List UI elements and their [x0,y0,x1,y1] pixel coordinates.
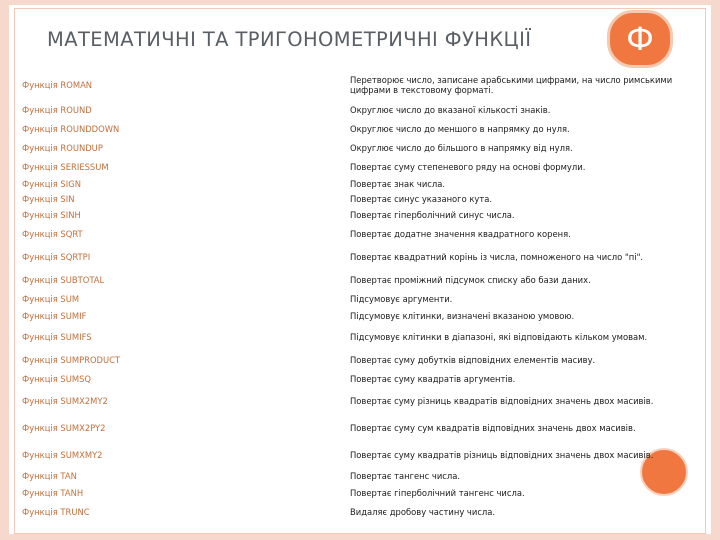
table-row [19,138,684,158]
functions-table [19,70,684,522]
table-row [19,350,684,370]
function-name: Функція SUMX2PY2 [22,422,106,433]
table-row [19,269,684,290]
table-row [19,468,684,484]
function-description: Перетворює число, записане арабськими цифрами, на число римськими цифрами в текстовому форматі. [350,75,673,95]
function-description: Повертає гіперболічний синус числа. [350,210,515,220]
badge [607,10,673,68]
function-name: Функція SUBTOTAL [22,274,105,285]
table-row [19,158,684,176]
function-description: Повертає додатне значення квадратного кореня. [350,229,571,239]
function-name: Функція TRUNC [22,506,90,517]
function-name: Функція SUMPRODUCT [22,355,121,365]
function-description: Підсумовує клітинки в діапазоні, які відповідають кільком умовам. [350,332,648,342]
function-name: Функція ROUND [22,105,92,115]
table-row [19,206,684,224]
table-row [19,70,684,100]
function-name: Функція TAN [22,471,77,481]
function-description: Повертає тангенс числа. [350,471,461,481]
function-name: Функція SUMX2MY2 [22,395,108,406]
function-name: Функція ROMAN [22,80,93,90]
function-description: Округлює число до меншого в напрямку до нуля. [350,124,570,134]
functions-table-body [19,70,684,522]
function-description: Підсумовує аргументи. [350,293,453,304]
function-name: Функція SUMIFS [22,332,92,342]
table-row [19,484,684,501]
function-name: Функція SUMSQ [22,373,92,384]
function-description: Повертає суму квадратів різниць відповідних значень двох масивів. [350,449,654,460]
table-row [19,244,684,269]
function-description: Повертає суму сум квадратів відповідних значень двох масивів. [350,422,636,433]
table-row [19,224,684,244]
function-description: Округлює число до більшого в напрямку від нуля. [350,143,573,153]
function-name: Функція SIGN [22,178,81,189]
page-title: МАТЕМАТИЧНІ ТА ТРИГОНОМЕТРИЧНІ ФУНКЦІЇ [47,28,532,51]
function-name: Функція SQRTPI [22,251,91,262]
function-name: Функція ROUNDDOWN [22,124,120,134]
function-name: Функція SUM [22,293,80,304]
function-description: Повертає синус указаного кута. [350,193,493,204]
table-row [19,387,684,414]
table-row [19,290,684,307]
function-name: Функція SUMIF [22,310,87,321]
badge-letter: Ф [626,20,654,58]
table-row [19,176,684,191]
function-description: Повертає суму квадратів аргументів. [350,373,516,384]
function-description: Підсумовує клітинки, визначені вказаною умовою. [350,310,575,321]
function-description: Повертає гіперболічний тангенс числа. [350,487,525,498]
table-row [19,100,684,120]
table-row [19,501,684,522]
table-row [19,307,684,324]
function-description: Повертає суму добутків відповідних елементів масиву. [350,355,596,365]
function-name: Функція SINH [22,210,81,220]
frame-right [711,0,720,540]
frame-top [0,0,720,5]
frame-left [0,0,9,540]
table-row [19,191,684,206]
table-row [19,414,684,441]
function-description: Округлює число до вказаної кількості знаків. [350,105,551,115]
function-description: Повертає знак числа. [350,178,446,189]
function-name: Функція TANH [22,487,84,498]
function-description: Видаляє дробову частину числа. [350,506,496,517]
function-name: Функція SIN [22,193,75,204]
function-name: Функція ROUNDUP [22,143,103,153]
function-name: Функція SERIESSUM [22,162,109,172]
frame-bottom [0,534,720,540]
function-description: Повертає квадратний корінь із числа, помноженого на число "пі". [350,251,644,262]
table-row [19,370,684,387]
function-description: Повертає проміжний підсумок списку або бази даних. [350,274,591,285]
table-row [19,120,684,138]
function-name: Функція SQRT [22,229,83,239]
function-description: Повертає суму степеневого ряду на основі формули. [350,162,586,172]
table-row [19,324,684,350]
table-row [19,441,684,468]
function-name: Функція SUMXMY2 [22,449,103,460]
function-description: Повертає суму різниць квадратів відповідних значень двох масивів. [350,395,654,406]
